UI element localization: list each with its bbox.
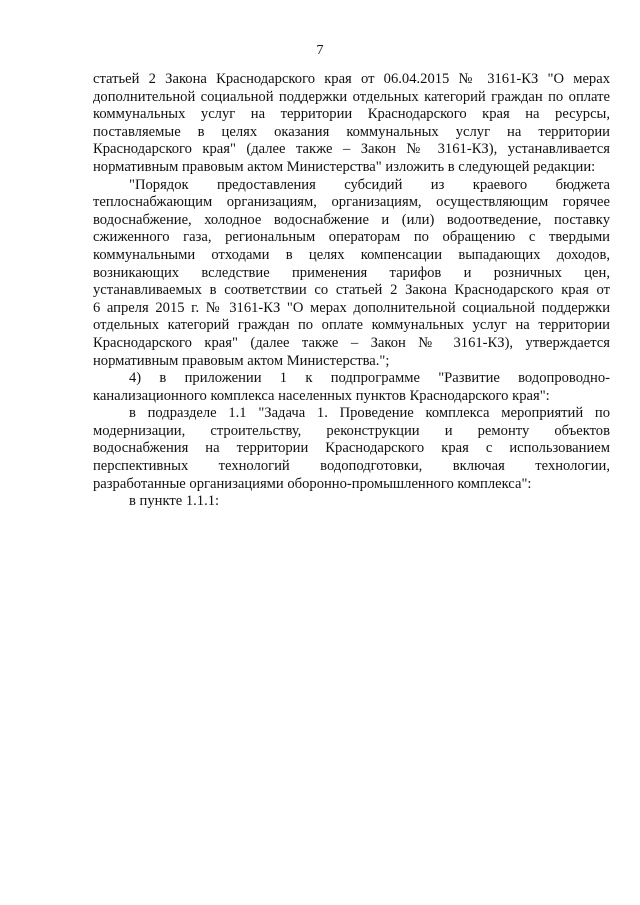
text-line: водоснабжение, холодное водоснабжение и (или) водоотведение, поставку (93, 211, 610, 228)
text-line: дополнительной социальной поддержки отдельных категорий граждан по оплате (93, 88, 610, 105)
text-line: водоснабжения на территории Краснодарского края с использованием (93, 440, 610, 457)
text-line: возникающих вследствие применения тарифов и розничных цен, (93, 264, 610, 281)
text-line: нормативным правовым актом Министерства" изложить в следующей редакции: (93, 158, 596, 175)
text-line: разработанные организациями оборонно-промышленного комплекса": (93, 475, 532, 492)
text-line: сжиженного газа, региональным операторам по обращению с твердыми (93, 229, 610, 246)
text-line: отдельных категорий граждан по оплате коммунальных услуг на территории (93, 317, 610, 334)
text-line: поставляемые в целях оказания коммунальных услуг на территории (93, 123, 610, 140)
text-line: коммунальных услуг на территории Краснодарского края на ресурсы, (93, 106, 610, 123)
text-line: перспективных технологий водоподготовки, включая технологии, (93, 458, 610, 475)
text-line: в пункте 1.1.1: (129, 493, 220, 510)
text-line: Краснодарского края" (далее также – Закон № 3161-КЗ), утверждается (93, 334, 610, 351)
text-line: 4) в приложении 1 к подпрограмме "Развитие водопроводно- (129, 370, 610, 387)
text-line: модернизации, строительству, реконструкции и ремонту объектов (93, 422, 610, 439)
text-line: 6 апреля 2015 г. № 3161-КЗ "О мерах дополнительной социальной поддержки (93, 299, 610, 316)
text-line: Краснодарского края" (далее также – Закон № 3161-КЗ), устанавливается (93, 141, 610, 158)
text-line: канализационного комплекса населенных пунктов Краснодарского края": (93, 387, 550, 404)
text-line: нормативным правовым актом Министерства."; (93, 352, 390, 369)
page-number: 7 (316, 43, 324, 58)
text-line: коммунальными отходами в целях компенсации выпадающих доходов, (93, 246, 610, 263)
text-line: статьей 2 Закона Краснодарского края от 06.04.2015 № 3161-КЗ "О мерах (93, 71, 610, 87)
text-line: устанавливаемых в соответствии со статьей 2 Закона Краснодарского края от (93, 282, 610, 299)
text-line: в подразделе 1.1 "Задача 1. Проведение комплекса мероприятий по (129, 405, 610, 422)
document-body (93, 71, 610, 511)
text-line: теплоснабжающим организациям, организациям, осуществляющим горячее (93, 194, 610, 211)
text-line: "Порядок предоставления субсидий из краевого бюджета (129, 176, 610, 193)
